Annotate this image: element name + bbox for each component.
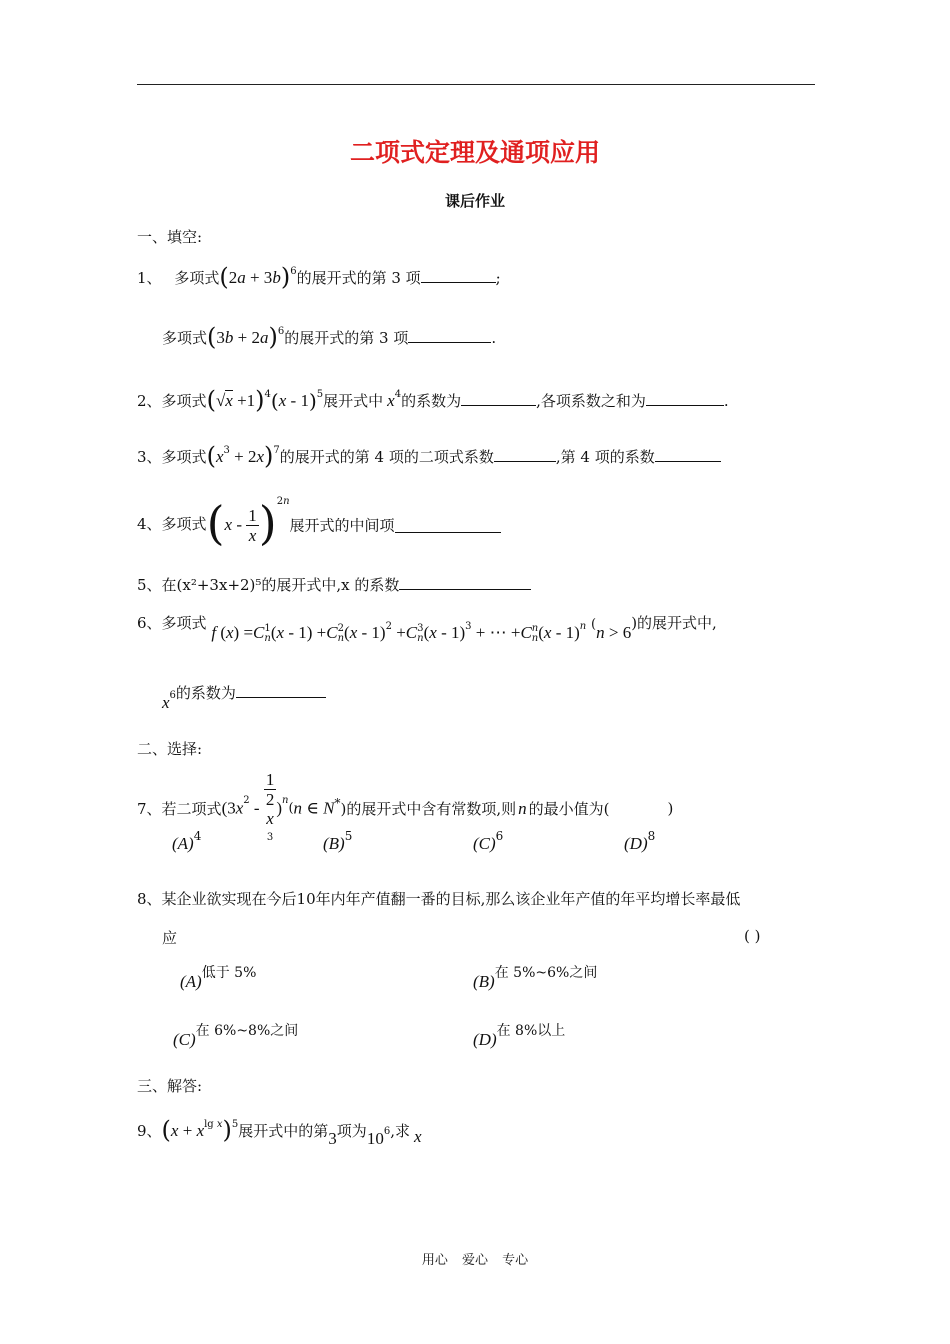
q8-option-a[interactable]: (A)低于 5%	[180, 965, 257, 991]
q7-option-d[interactable]: $(D)^8$	[624, 829, 656, 853]
question-4: 4、多项式(x - $\frac{1}{x}$ )$^{2n}$展开式的中间项	[137, 498, 501, 552]
section-fill-heading: 一、填空:	[137, 228, 203, 246]
question-9: 9、($x + x^{lg}$ $^x$)$^5$展开式中的第3项为106,求 x	[137, 1116, 422, 1148]
q8-option-c[interactable]: (C)在 6%~8%之间	[173, 1023, 299, 1049]
q7-option-a[interactable]: $(A)^4$	[172, 829, 202, 853]
page-footer: 用心 爱心 专心	[421, 1253, 529, 1268]
question-1b: 多项式$(3b + 2a)^6$的展开式的第 3 项 .	[162, 323, 497, 351]
section-choice-heading: 二、选择:	[137, 740, 203, 758]
question-6: 6、多项式 f (x) =C 1 n (x - 1) +C 2 n (x - 1)$^2$ +C 3 n (x - 1)$^3$ + ⋯ +C n n (x - 1)$^n$ (n > 6)的展开式中,	[137, 614, 717, 644]
answer-blank[interactable]	[395, 518, 501, 533]
answer-blank[interactable]	[461, 391, 536, 406]
answer-blank[interactable]	[408, 328, 491, 343]
question-6-line2: x6的系数为	[162, 682, 326, 703]
answer-blank[interactable]	[655, 447, 721, 462]
question-2: 2、多项式$(√x +1)^4(x - 1)^5$展开式中 $x^4$的系数为 ,各项系数之和为 .	[137, 386, 729, 414]
question-8-line2: 应	[162, 929, 178, 947]
answer-paren[interactable]: ( )	[744, 927, 761, 945]
answer-blank[interactable]	[494, 447, 556, 462]
question-5: 5、在(x²+3x+2)⁵的展开式中,x 的系数	[137, 574, 531, 595]
q8-option-d[interactable]: (D)在 8%以上	[473, 1023, 566, 1049]
answer-blank[interactable]	[236, 683, 326, 698]
question-8-line1: 8、某企业欲实现在今后10年内年产值翻一番的目标,那么该企业年产值的年平均增长率最低	[137, 890, 741, 908]
q7-option-c[interactable]: $(C)^6$	[473, 829, 504, 853]
page-subtitle: 课后作业	[444, 192, 505, 210]
section-solve-heading: 三、解答:	[137, 1077, 203, 1095]
q8-option-b[interactable]: (B)在 5%~6%之间	[473, 965, 598, 991]
answer-blank[interactable]	[421, 268, 496, 283]
question-1a: 1、 多项式$(2a + 3b)^6$的展开式的第 3 项 ;	[137, 263, 501, 291]
question-3: 3、多项式$(x^3 + 2x)^7$的展开式的第 4 项的二项式系数 ,第 4 项的系数	[137, 440, 721, 468]
answer-blank[interactable]	[399, 575, 531, 590]
header-rule	[137, 84, 815, 85]
question-7: 7、若二项式($3x^2$ - 1 2 x 3 )$^n$(n ∈ N*)的展开式中含有常数项,则 n 的最小值为( )	[137, 770, 674, 843]
answer-blank[interactable]	[646, 391, 724, 406]
q7-option-b[interactable]: $(B)^5$	[323, 829, 353, 853]
page-title: 二项式定理及通项应用	[349, 138, 600, 167]
